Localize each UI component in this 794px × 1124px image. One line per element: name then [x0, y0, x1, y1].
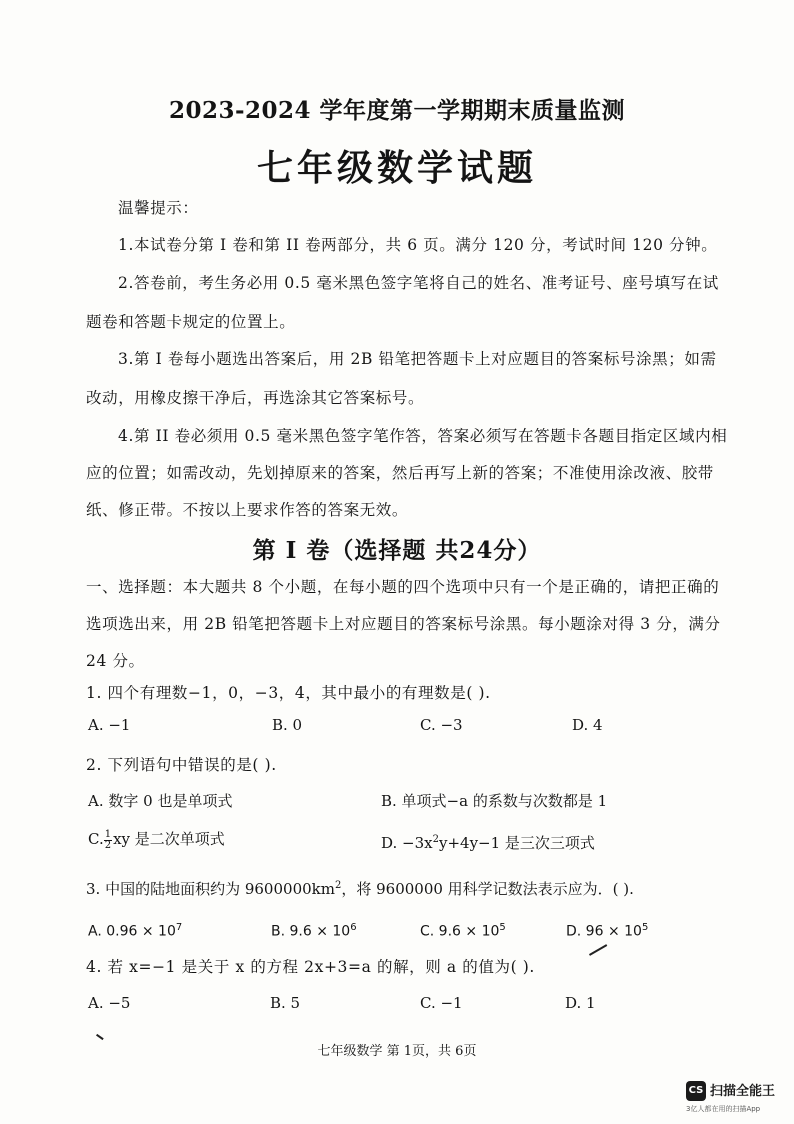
pen-mark: [96, 1034, 103, 1040]
question-1-option-d: D. 4: [572, 716, 603, 734]
question-3-stem-exponent: 2: [334, 880, 342, 891]
question-1-option-b: B. 0: [272, 716, 303, 734]
option-d-text-a: D. −3x: [381, 834, 433, 852]
question-4-stem: 4. 若 x=−1 是关于 x 的方程 2x+3=a 的解，则 a 的值为( ).: [86, 958, 535, 976]
section-instructions-1: 一、选择题：本大题共 8 个小题，在每小题的四个选项中只有一个是正确的，请把正确的: [86, 578, 720, 596]
question-2-option-b: B. 单项式−a 的系数与次数都是 1: [381, 792, 608, 810]
option-base: A. 0.96 × 10: [88, 923, 176, 940]
question-4-option-c: C. −1: [420, 994, 463, 1012]
fraction-denominator: 2: [104, 839, 112, 851]
camscanner-watermark-tagline: 3亿人都在用的扫描App: [686, 1105, 761, 1113]
notice-line-5: 改动，用橡皮擦干净后，再选涂其它答案标号。: [86, 389, 425, 407]
notice-line-1: 1.本试卷分第 I 卷和第 II 卷两部分，共 6 页。满分 120 分，考试时间 120 分钟。: [118, 236, 718, 254]
notice-line-3: 题卷和答题卡规定的位置上。: [86, 313, 296, 331]
question-3-stem-b: ，将 9600000 用科学记数法表示应为．( ).: [341, 880, 634, 898]
question-3-option-c: [420, 922, 506, 940]
option-exponent: 6: [350, 922, 357, 933]
question-2-stem: 2. 下列语句中错误的是( ).: [86, 756, 277, 774]
question-3-stem-a: 3. 中国的陆地面积约为 9600000km: [86, 880, 335, 898]
question-4-option-a: A. −5: [88, 994, 131, 1012]
question-3-option-d: [566, 922, 648, 940]
option-exponent: 7: [175, 922, 183, 933]
section-instructions-3: 24 分。: [86, 652, 145, 670]
option-base: B. 9.6 × 10: [271, 923, 351, 940]
option-exponent: 5: [499, 922, 506, 933]
option-exponent: 5: [641, 922, 649, 933]
question-4-option-d: D. 1: [565, 994, 596, 1012]
pen-mark: [589, 944, 607, 955]
option-base: D. 96 × 10: [566, 923, 642, 940]
question-3-option-b: [271, 922, 357, 940]
option-d-text-b: y+4y−1 是三次三项式: [438, 834, 595, 852]
option-c-text: xy 是二次单项式: [113, 830, 225, 848]
question-1-option-a: A. −1: [88, 716, 131, 734]
notice-line-7: 应的位置；如需改动，先划掉原来的答案，然后再写上新的答案；不准使用涂改液、胶带: [86, 464, 714, 482]
question-3-stem: [86, 878, 634, 899]
fraction-numerator: 1: [104, 828, 112, 840]
notice-line-4: 3.第 I 卷每小题选出答案后，用 2B 铅笔把答题卡上对应题目的答案标号涂黑；如需: [118, 350, 717, 368]
question-4-option-b: B. 5: [270, 994, 301, 1012]
camscanner-watermark-name: 扫描全能王: [710, 1084, 776, 1099]
page-footer: 七年级数学 第 1页，共 6页: [317, 1044, 477, 1059]
option-base: C. 9.6 × 10: [420, 923, 500, 940]
exam-subject-title: 七年级数学试题: [256, 147, 537, 189]
notice-line-2: 2.答卷前，考生务必用 0.5 毫米黑色签字笔将自己的姓名、准考证号、座号填写在试: [118, 274, 719, 292]
exam-title: 2023-2024 学年度第一学期期末质量监测: [168, 97, 626, 124]
question-1-option-c: C. −3: [420, 716, 463, 734]
notice-line-8: 纸、修正带。不按以上要求作答的答案无效。: [86, 501, 409, 519]
question-1-stem: 1. 四个有理数−1，0，−3，4，其中最小的有理数是( ).: [86, 684, 491, 702]
option-c-prefix: C.: [88, 830, 104, 848]
question-2-option-d: [381, 832, 595, 853]
notice-line-6: 4.第 II 卷必须用 0.5 毫米黑色签字笔作答，答案必须写在答题卡各题目指定区域内相: [118, 427, 728, 445]
question-2-option-a: A. 数字 0 也是单项式: [88, 792, 233, 810]
camscanner-logo-icon: CS: [686, 1081, 706, 1101]
option-d-exponent: 2: [432, 834, 439, 845]
question-2-option-c: [88, 828, 225, 851]
section-title: 第 I 卷（选择题 共24分）: [252, 537, 542, 564]
notice-heading: 温馨提示：: [118, 199, 199, 217]
question-3-option-a: [88, 922, 182, 940]
fraction-one-half: [104, 830, 112, 851]
section-instructions-2: 选项选出来，用 2B 铅笔把答题卡上对应题目的答案标号涂黑。每小题涂对得 3 分，满分: [86, 615, 721, 633]
